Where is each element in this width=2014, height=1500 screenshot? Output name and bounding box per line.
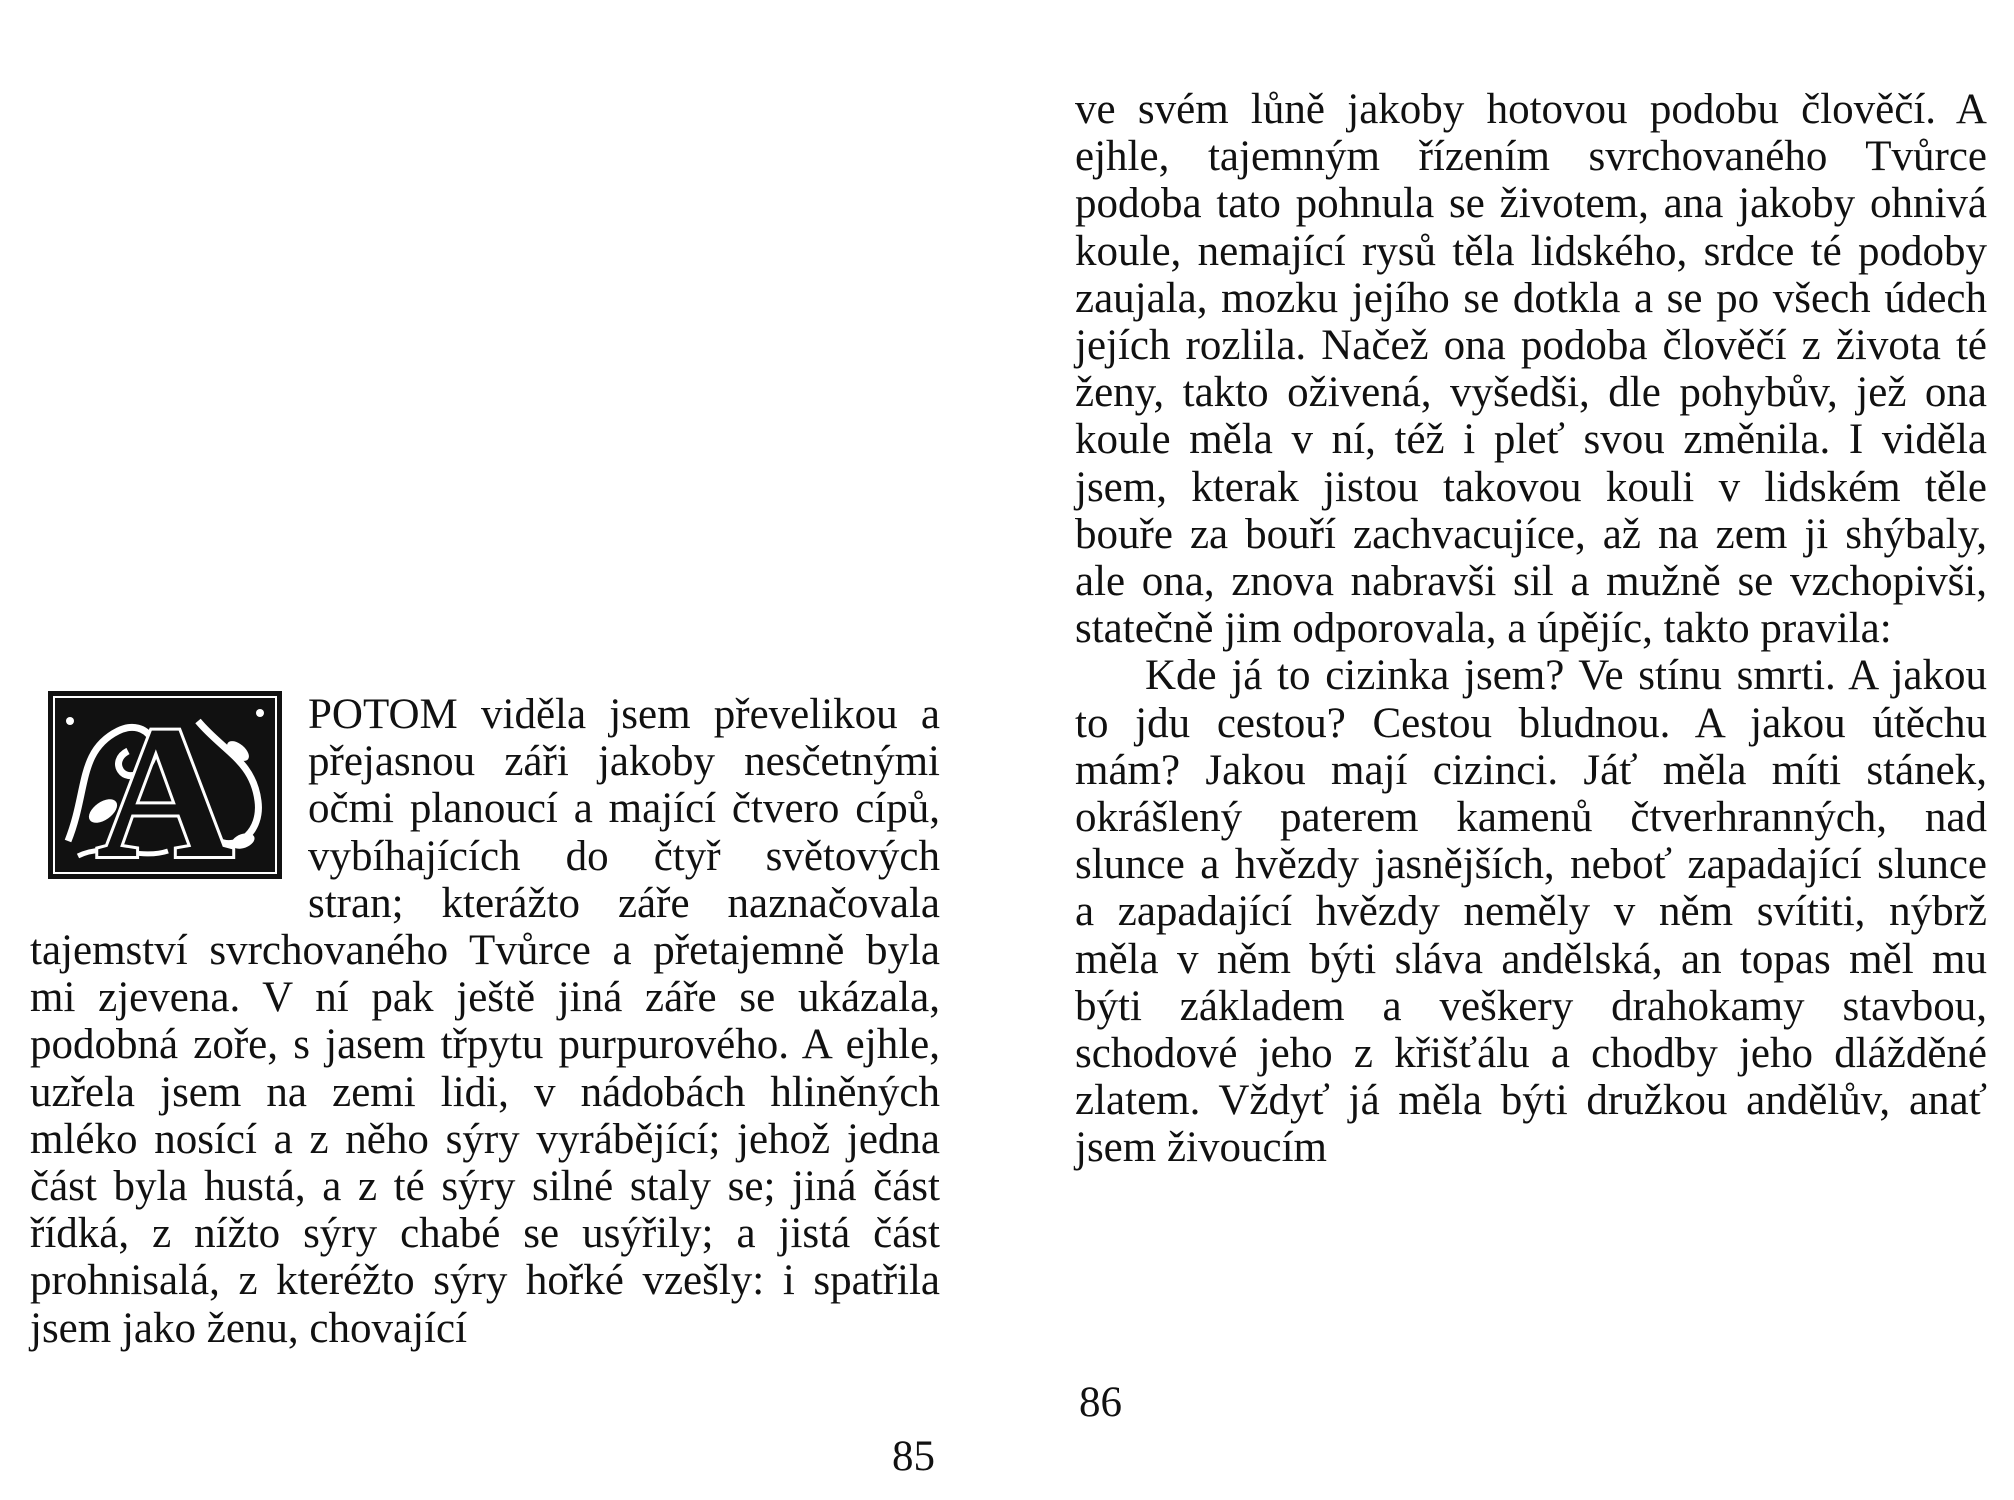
right-page: [1075, 0, 1990, 1500]
page-number-left: 85: [892, 1433, 935, 1480]
right-paragraph-1: ve svém lůně jakoby hotovou podobu člověčí. A ejhle, tajemným řízením svrchovaného Tvůrce podoba tato pohnula se životem, ana jakoby ohnivá koule, nemající rysů těla lidského, srdce té podoby zaujala, mozku jejího se dotkla a se po všech údech jejích rozlila. Načež ona podoba člověčí z života té ženy, takto oživená, vyšedši, dle pohybův, jež ona koule měla v ní, též i pleť svou změnila. I viděla jsem, kterak jistou takovou kouli v lidském těle bouře za bouří zachvacujíce, až na zem ji shýbaly, ale ona, znova nabravši sil a mužně se vzchopivši, statečně jim odporovala, a úpějíc, takto pravila:: [1075, 86, 1987, 653]
left-page-text: [30, 691, 940, 1352]
page-number-right: 86: [1079, 1379, 1122, 1426]
right-paragraph-2: Kde já to cizinka jsem? Ve stínu smrti. A jakou to jdu cestou? Cestou bludnou. A jakou útěchu mám? Jakou mají cizinci. Jáť měla míti stánek, okrášlený paterem kamenů čtverhranných, nad slunce a hvězdy jasnějších, neboť zapadající slunce a zapadající hvězdy neměly v něm svítiti, nýbrž měla v něm býti sláva andělská, an topas měl mu býti základem a veškery drahokamy stavbou, schodové jeho z křišťálu a chodby jeho dlážděné zlatem. Vždyť já měla býti družkou andělův, anať jsem živoucím: [1075, 652, 1987, 1172]
right-page-text: [1075, 86, 1987, 1172]
left-page: [30, 0, 950, 1500]
svg-text:A: A: [96, 691, 234, 879]
decorative-initial-letter: [48, 691, 282, 879]
ornament-initial-icon: [48, 691, 282, 879]
left-paragraph: POTOM viděla jsem převelikou a přejasnou záři jakoby nesčetnými očmi planoucí a mající čtvero cípů, vybíhajících do čtyř světových stran; kterážto záře naznačovala tajemství svrchovaného Tvůrce a přetajemně byla mi zjevena. V ní pak ještě jiná záře se ukázala, podobná zoře, s jasem třpytu purpurového. A ejhle, uzřela jsem na zemi lidi, v nádobách hliněných mléko nosící a z něho sýry vyrábějící; jehož jedna část byla hustá, a z té sýry silné staly se; jiná část řídká, z nížto sýry chabé se usýřily; a jistá část prohnisalá, z kteréžto sýry hořké vzešly: i spatřila jsem jako ženu, chovající: [30, 691, 940, 1352]
